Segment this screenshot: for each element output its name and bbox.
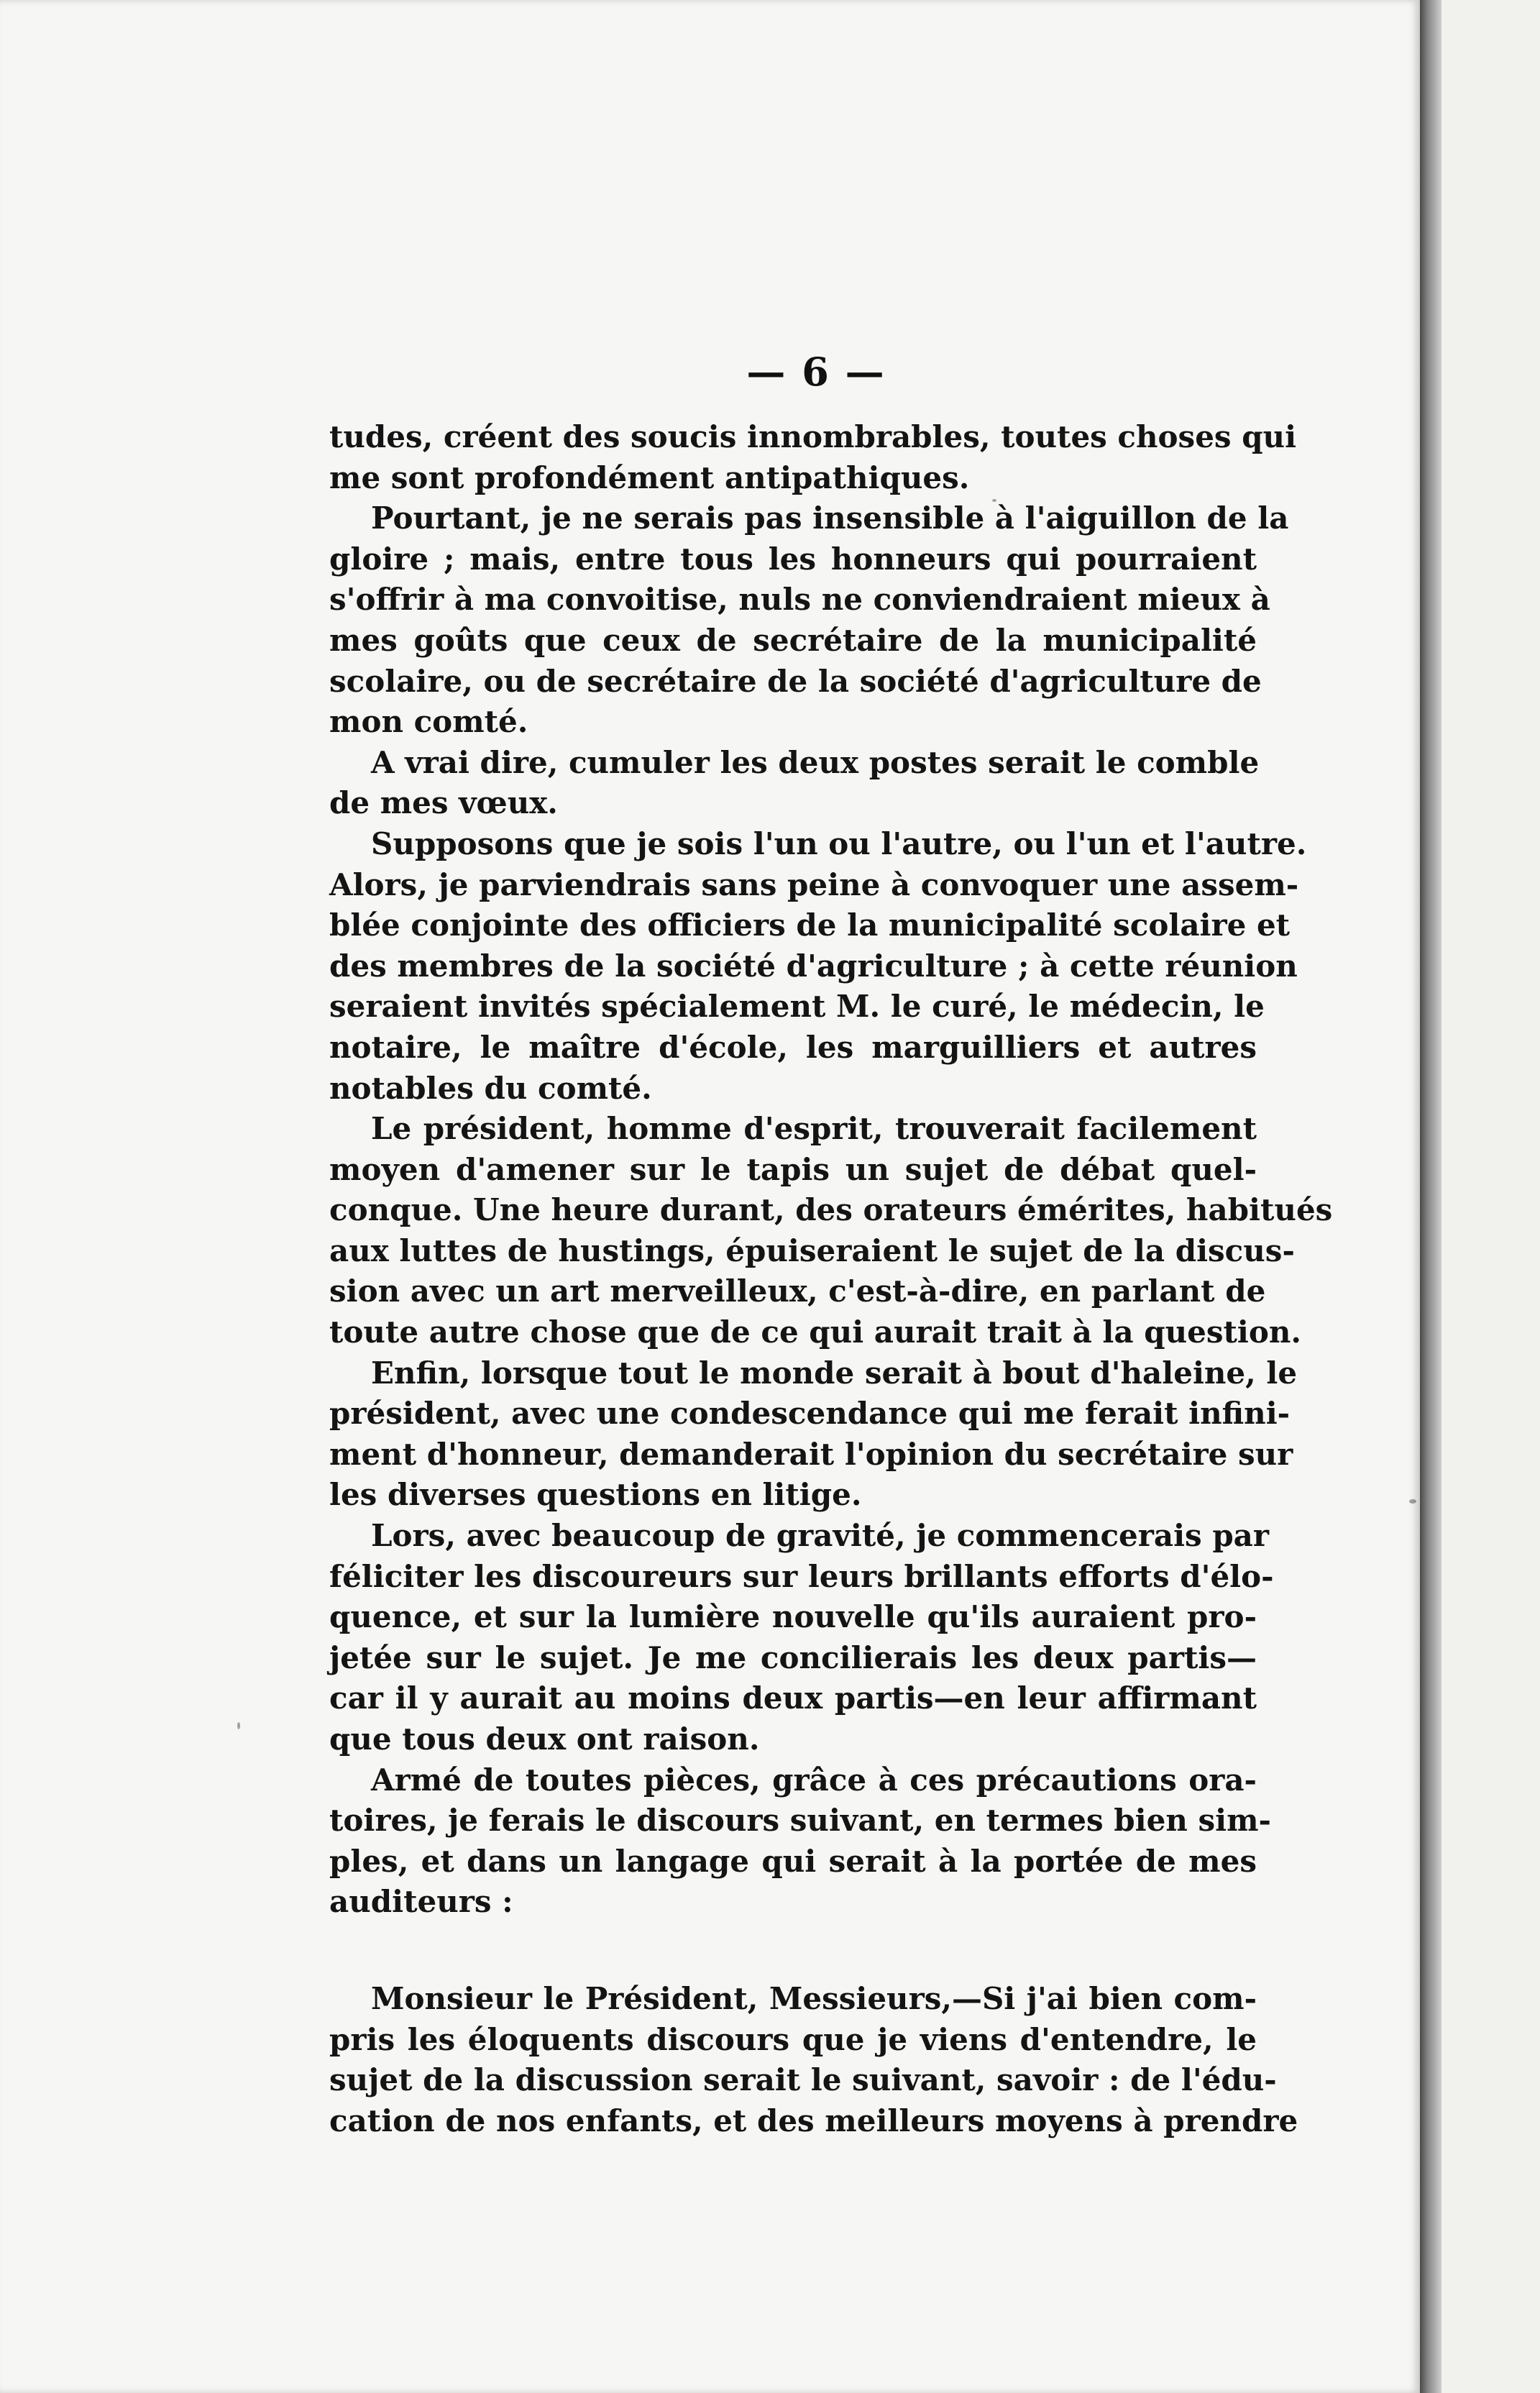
text-line: scolaire, ou de secrétaire de la société d'agriculture de <box>329 663 1262 699</box>
text-line: sion avec un art merveilleux, c'est-à-dire, en parlant de <box>329 1273 1266 1309</box>
text-line: auditeurs : <box>329 1884 513 1920</box>
text-line: Pourtant, je ne serais pas insensible à l'aiguillon de la <box>371 500 1289 536</box>
text-line: toute autre chose que de ce qui aurait trait à la question. <box>329 1314 1301 1350</box>
text-line: jetée sur le sujet. Je me concilierais les deux partis— <box>329 1639 1257 1675</box>
text-line: notaire, le maître d'école, les marguilliers et autres <box>329 1029 1257 1065</box>
adjacent-page <box>1442 0 1540 2393</box>
text-line: Monsieur le Président, Messieurs,—Si j'ai bien com- <box>371 1980 1257 2016</box>
text-line: quence, et sur la lumière nouvelle qu'ils auraient pro- <box>329 1599 1257 1635</box>
text-line: Lors, avec beaucoup de gravité, je commencerais par <box>371 1518 1270 1554</box>
text-line: aux luttes de hustings, épuiseraient le sujet de la discus- <box>329 1232 1295 1268</box>
text-line: les diverses questions en litige. <box>329 1477 862 1513</box>
text-line: mon comté. <box>329 704 528 740</box>
text-line: président, avec une condescendance qui me ferait infini- <box>329 1396 1291 1432</box>
text-line: me sont profondément antipathiques. <box>329 459 970 495</box>
text-line: Armé de toutes pièces, grâce à ces précautions ora- <box>371 1762 1257 1798</box>
text-line: Alors, je parviendrais sans peine à convoquer une assem- <box>329 866 1299 902</box>
text-line: A vrai dire, cumuler les deux postes serait le comble <box>371 744 1260 780</box>
text-line: s'offrir à ma convoitise, nuls ne conviendraient mieux à <box>329 582 1270 618</box>
paragraph-gap <box>329 1923 1257 1979</box>
text-line: sujet de la discussion serait le suivant, savoir : de l'édu- <box>329 2062 1277 2098</box>
text-line: blée conjointe des officiers de la municipalité scolaire et <box>329 907 1291 943</box>
text-line: que tous deux ont raison. <box>329 1721 760 1757</box>
page-edge-shadow <box>1420 0 1442 2393</box>
page-number: — 6 — <box>746 349 886 395</box>
ink-speck <box>992 499 996 502</box>
text-line: pris les éloquents discours que je viens d'entendre, le <box>329 2021 1257 2057</box>
text-line: moyen d'amener sur le tapis un sujet de débat quel- <box>329 1151 1257 1187</box>
text-line: Le président, homme d'esprit, trouverait facilement <box>371 1111 1257 1147</box>
text-line: car il y aurait au moins deux partis—en leur affirmant <box>329 1680 1257 1716</box>
text-line: ment d'honneur, demanderait l'opinion du secrétaire sur <box>329 1436 1293 1472</box>
text-line: toires, je ferais le discours suivant, en termes bien sim- <box>329 1803 1271 1839</box>
text-line: mes goûts que ceux de secrétaire de la municipalité <box>329 622 1257 658</box>
text-line: tudes, créent des soucis innombrables, toutes choses qui <box>329 419 1297 454</box>
text-line: féliciter les discoureurs sur leurs brillants efforts d'élo- <box>329 1558 1274 1594</box>
text-line: des membres de la société d'agriculture ; à cette réunion <box>329 948 1298 984</box>
ink-speck <box>237 1722 240 1729</box>
ink-speck <box>1409 1499 1416 1504</box>
text-line: cation de nos enfants, et des meilleurs moyens à prendre <box>329 2103 1298 2138</box>
text-line: seraient invités spécialement M. le curé, le médecin, le <box>329 989 1265 1025</box>
text-line: conque. Une heure durant, des orateurs émérites, habitués <box>329 1192 1333 1228</box>
text-line: de mes vœux. <box>329 785 558 821</box>
text-line: Supposons que je sois l'un ou l'autre, ou l'un et l'autre. <box>371 825 1307 861</box>
text-line: Enfin, lorsque tout le monde serait à bout d'haleine, le <box>371 1355 1298 1391</box>
text-line: ples, et dans un langage qui serait à la portée de mes <box>329 1843 1257 1879</box>
text-line: notables du comté. <box>329 1070 652 1106</box>
body-text <box>329 417 1333 2141</box>
text-line: gloire ; mais, entre tous les honneurs qui pourraient <box>329 541 1257 577</box>
